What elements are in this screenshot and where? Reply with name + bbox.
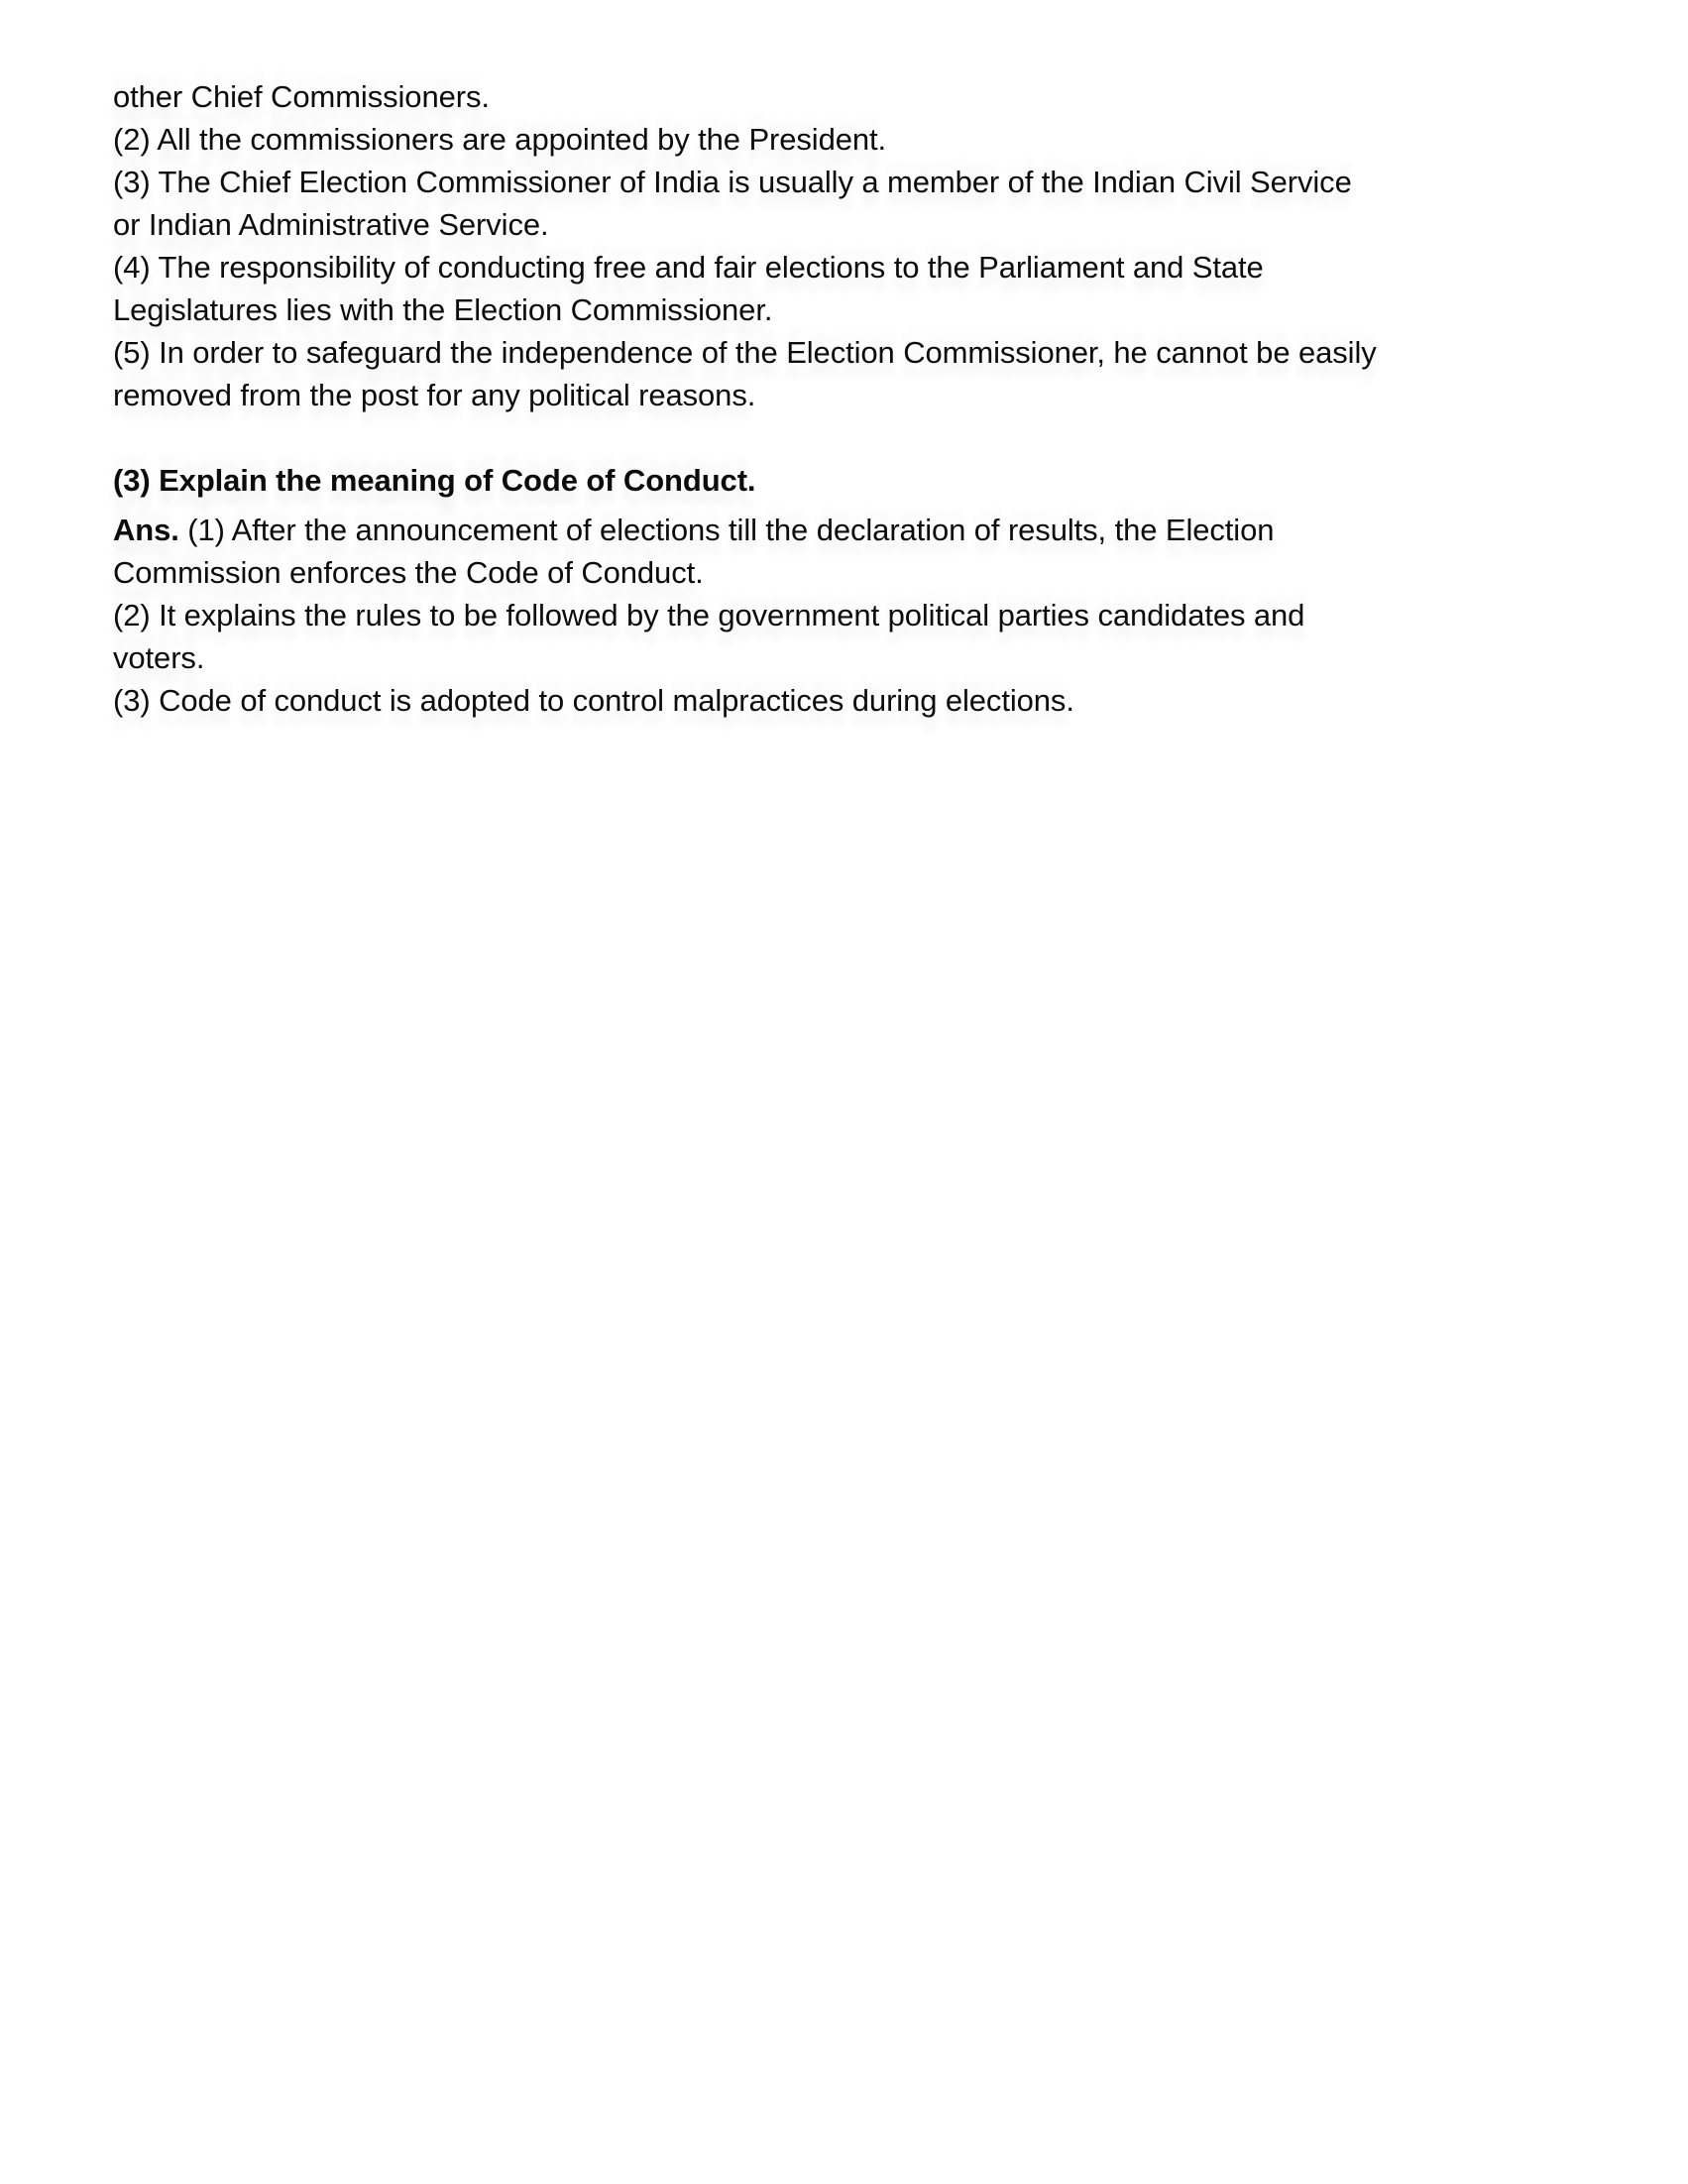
text-line: (3) The Chief Election Commissioner of India is usually a member of the Indian Civil Service: [113, 165, 1352, 199]
text-line: voters.: [113, 640, 205, 675]
answer-first-line: [113, 509, 1579, 551]
answer-first-line-text: (1) After the announcement of elections till the declaration of results, the Election: [178, 513, 1275, 547]
text-line: (2) It explains the rules to be followed by the government political parties candidates and: [113, 598, 1305, 632]
text-line: or Indian Administrative Service.: [113, 207, 549, 242]
answer-continuation-block: [113, 75, 1579, 416]
question-3-block: [113, 459, 1579, 722]
text-line: (4) The responsibility of conducting free and fair elections to the Parliament and State: [113, 250, 1264, 285]
text-line: (5) In order to safeguard the independence of the Election Commissioner, he cannot be easily: [113, 335, 1377, 370]
text-line: (3) Code of conduct is adopted to control malpractices during elections.: [113, 683, 1074, 718]
text-line: Legislatures lies with the Election Commissioner.: [113, 292, 773, 327]
answer-label: Ans.: [113, 513, 179, 547]
text-line: other Chief Commissioners.: [113, 79, 490, 114]
text-line: removed from the post for any political reasons.: [113, 378, 756, 412]
question-heading: (3) Explain the meaning of Code of Conduct.: [113, 463, 756, 498]
text-line: (2) All the commissioners are appointed by the President.: [113, 122, 887, 157]
text-line: Commission enforces the Code of Conduct.: [113, 555, 704, 590]
